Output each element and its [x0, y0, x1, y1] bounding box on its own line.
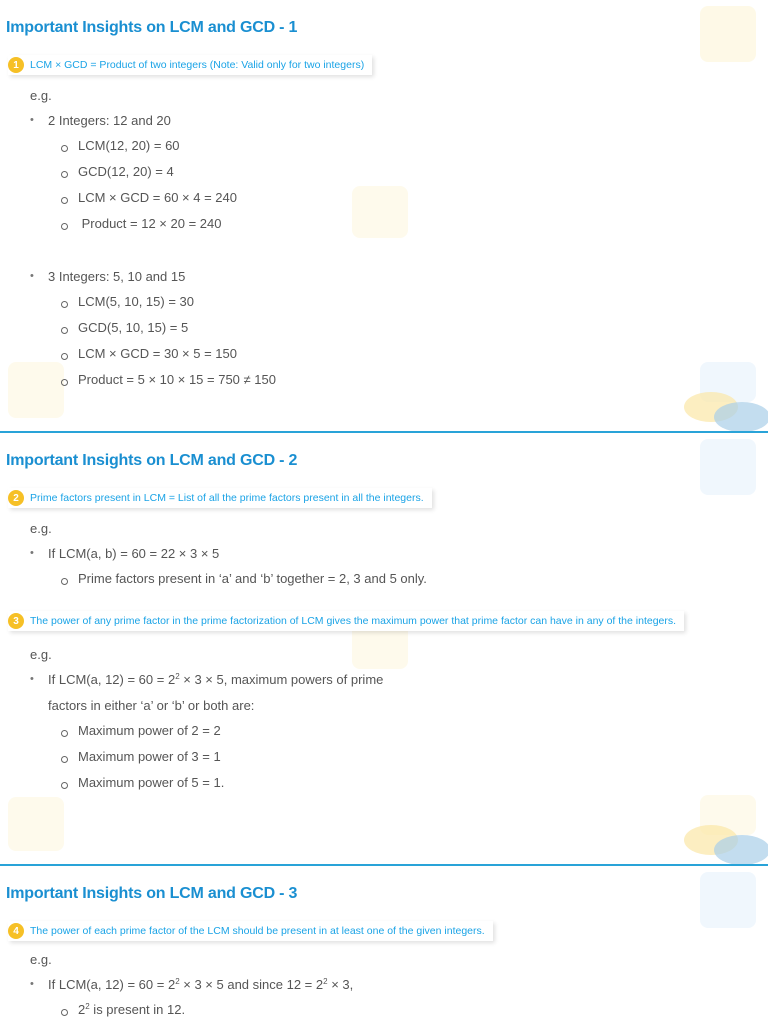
sub-bullet-circle [61, 353, 68, 360]
sub-bullet-circle [61, 782, 68, 789]
sub-bullet-circle [61, 1009, 68, 1016]
insight-number-badge: 2 [8, 490, 24, 506]
slide-1 [0, 0, 768, 432]
sub-item: Product = 5 × 10 × 15 = 750 ≠ 150 [78, 372, 276, 387]
sub-bullet-circle [61, 327, 68, 334]
slide-2 [0, 433, 768, 864]
sub-bullet-circle [61, 223, 68, 230]
sub-item: LCM(5, 10, 15) = 30 [78, 294, 194, 309]
insight-callout [8, 921, 493, 941]
bullet-text-part: × 3, [327, 977, 354, 992]
example-label: e.g. [30, 521, 52, 536]
exponent: 2 [323, 977, 328, 986]
watermark-logo [352, 186, 408, 238]
sub-item: Product = 12 × 20 = 240 [78, 216, 222, 231]
sub-item: LCM(12, 20) = 60 [78, 138, 180, 153]
bullet-text-part: × 3 × 5 and since 12 = 2 [179, 977, 324, 992]
example-label: e.g. [30, 88, 52, 103]
bullet-dot: • [30, 114, 34, 126]
insight-text: Prime factors present in LCM = List of all the prime factors present in all the integers. [30, 492, 424, 504]
slide-title: Important Insights on LCM and GCD - 3 [6, 885, 298, 902]
sub-bullet-circle [61, 578, 68, 585]
sub-bullet-circle [61, 171, 68, 178]
example-label: e.g. [30, 647, 52, 662]
sub-bullet-circle [61, 379, 68, 386]
bullet-dot: • [30, 978, 34, 990]
watermark-logo [700, 439, 756, 495]
bullet-dot: • [30, 673, 34, 685]
sub-bullet-circle [61, 197, 68, 204]
sub-text-part: is present in 12. [89, 1002, 186, 1017]
insight-callout [8, 611, 684, 631]
sub-item: GCD(12, 20) = 4 [78, 164, 174, 179]
bullet-dot: • [30, 270, 34, 282]
bullet-item [48, 672, 383, 687]
watermark-logo [8, 797, 64, 851]
bullet-item: If LCM(a, b) = 60 = 22 × 3 × 5 [48, 546, 220, 561]
insight-callout [8, 488, 432, 508]
sub-item: Prime factors present in ‘a’ and ‘b’ together = 2, 3 and 5 only. [78, 571, 427, 586]
insight-number-badge: 1 [8, 57, 24, 73]
exponent: 2 [85, 1002, 90, 1011]
sub-item [78, 1002, 185, 1017]
decorative-blob-blue [714, 402, 768, 432]
slide-title: Important Insights on LCM and GCD - 2 [6, 452, 298, 469]
bullet-text-part: If LCM(a, 12) = 60 = 2 [48, 672, 176, 687]
watermark-logo [700, 6, 756, 62]
sub-bullet-circle [61, 145, 68, 152]
insight-number-badge: 3 [8, 613, 24, 629]
insight-callout [8, 55, 372, 75]
sub-item: GCD(5, 10, 15) = 5 [78, 320, 189, 335]
watermark-logo [8, 362, 64, 418]
sub-item: Maximum power of 2 = 2 [78, 723, 221, 738]
sub-text-part: 2 [78, 1002, 86, 1017]
decorative-blob-blue [714, 835, 768, 864]
sub-item: Maximum power of 3 = 1 [78, 749, 221, 764]
sub-item: LCM × GCD = 60 × 4 = 240 [78, 190, 237, 205]
slide-3 [0, 866, 768, 1024]
bullet-item [48, 977, 353, 992]
exponent: 2 [175, 977, 180, 986]
bullet-dot: • [30, 547, 34, 559]
sub-bullet-circle [61, 730, 68, 737]
insight-number-badge: 4 [8, 923, 24, 939]
bullet-item: 2 Integers: 12 and 20 [48, 113, 171, 128]
bullet-text-part: If LCM(a, 12) = 60 = 2 [48, 977, 176, 992]
bullet-item-continuation: factors in either ‘a’ or ‘b’ or both are: [48, 698, 255, 713]
insight-text: The power of each prime factor of the LCM should be present in at least one of the given integers. [30, 925, 485, 937]
watermark-logo [700, 872, 756, 928]
insight-text: LCM × GCD = Product of two integers (Note: Valid only for two integers) [30, 59, 365, 71]
sub-item: LCM × GCD = 30 × 5 = 150 [78, 346, 237, 361]
sub-bullet-circle [61, 301, 68, 308]
bullet-text-part: × 3 × 5, maximum powers of prime [179, 672, 384, 687]
bullet-item: 3 Integers: 5, 10 and 15 [48, 269, 186, 284]
slide-title: Important Insights on LCM and GCD - 1 [6, 19, 298, 36]
insight-text: The power of any prime factor in the prime factorization of LCM gives the maximum power that prime factor can have in any of the integers. [30, 615, 677, 627]
exponent: 2 [175, 672, 180, 681]
sub-bullet-circle [61, 756, 68, 763]
example-label: e.g. [30, 952, 52, 967]
sub-item: Maximum power of 5 = 1. [78, 775, 225, 790]
